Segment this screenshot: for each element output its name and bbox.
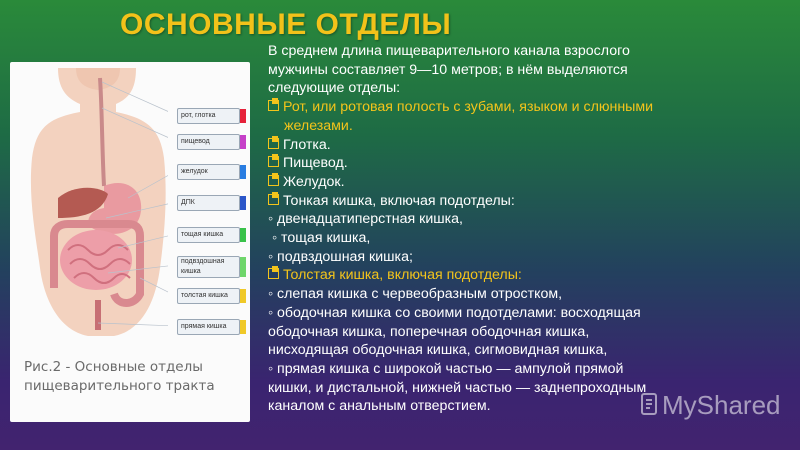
list-item-small-intestine: Тонкая кишка, включая подотделы: bbox=[268, 192, 793, 211]
circle-bullet-icon: ◦ bbox=[268, 248, 274, 265]
intro-line: В среднем длина пищеварительного канала взрослого bbox=[268, 43, 630, 59]
sub-item: ◦ двенадцатиперстная кишка, bbox=[268, 211, 463, 228]
sub-item-cont: нисходящая ободочная кишка, сигмовидная кишка, bbox=[268, 342, 608, 359]
list-item-esophagus: Пищевод. bbox=[268, 154, 793, 173]
checkbox-bullet-icon bbox=[268, 100, 279, 111]
list-item-stomach: Желудок. bbox=[268, 173, 793, 192]
slide-title: ОСНОВНЫЕ ОТДЕЛЫ bbox=[120, 8, 452, 41]
sub-item: ◦ тощая кишка, bbox=[272, 230, 371, 247]
intro-line: мужчины составляет 9—10 метров; в нём выделяются bbox=[268, 61, 628, 78]
label-ileum: подвздошная кишка bbox=[177, 256, 240, 278]
watermark-logo-icon bbox=[640, 392, 660, 418]
sub-item-cont: ободочная кишка, поперечная ободочная кишка, bbox=[268, 323, 590, 340]
sub-item: ◦ прямая кишка с широкой частью — ампулой прямой bbox=[268, 360, 624, 377]
circle-bullet-icon: ◦ bbox=[272, 230, 278, 247]
watermark-text: MyShared bbox=[662, 390, 781, 420]
checkbox-bullet-icon bbox=[268, 175, 279, 186]
label-esophagus: пищевод bbox=[177, 134, 240, 150]
figure-panel bbox=[10, 62, 250, 422]
label-duodenum: ДПК bbox=[177, 195, 240, 211]
list-item-mouth-cont: железами. bbox=[284, 117, 353, 134]
label-jejunum: тощая кишка bbox=[177, 227, 240, 243]
intro-line: следующие отделы: bbox=[268, 80, 401, 97]
sub-item: ◦ подвздошная кишка; bbox=[268, 248, 413, 265]
circle-bullet-icon: ◦ bbox=[268, 304, 274, 321]
checkbox-bullet-icon bbox=[268, 194, 279, 205]
sub-item-cont: каналом с анальным отверстием. bbox=[268, 398, 491, 415]
label-rectum: прямая кишка bbox=[177, 319, 240, 335]
figure-caption: Рис.2 - Основные отделы пищеварительного тракта bbox=[24, 359, 215, 394]
circle-bullet-icon: ◦ bbox=[268, 360, 274, 377]
checkbox-bullet-icon bbox=[268, 268, 279, 279]
label-colon: толстая кишка bbox=[177, 288, 240, 304]
checkbox-bullet-icon bbox=[268, 138, 279, 149]
body-text bbox=[268, 42, 793, 416]
list-item-pharynx: Глотка. bbox=[268, 136, 793, 155]
label-mouth-pharynx: рот, глотка bbox=[177, 108, 240, 124]
list-item-mouth: Рот, или ротовая полость с зубами, языком и слюнными bbox=[268, 98, 793, 117]
checkbox-bullet-icon bbox=[268, 156, 279, 167]
list-item-large-intestine: Толстая кишка, включая подотделы: bbox=[268, 266, 793, 285]
circle-bullet-icon: ◦ bbox=[268, 286, 274, 303]
sub-item: ◦ ободочная кишка со своими подотделами: восходящая bbox=[268, 304, 641, 321]
sub-item: ◦ слепая кишка с червеобразным отростком, bbox=[268, 286, 563, 303]
sub-item-cont: кишки, и дистальной, нижней частью — заднепроходным bbox=[268, 379, 647, 396]
digestive-anatomy-illustration bbox=[18, 68, 168, 338]
label-stomach: желудок bbox=[177, 164, 240, 180]
circle-bullet-icon: ◦ bbox=[268, 211, 274, 228]
